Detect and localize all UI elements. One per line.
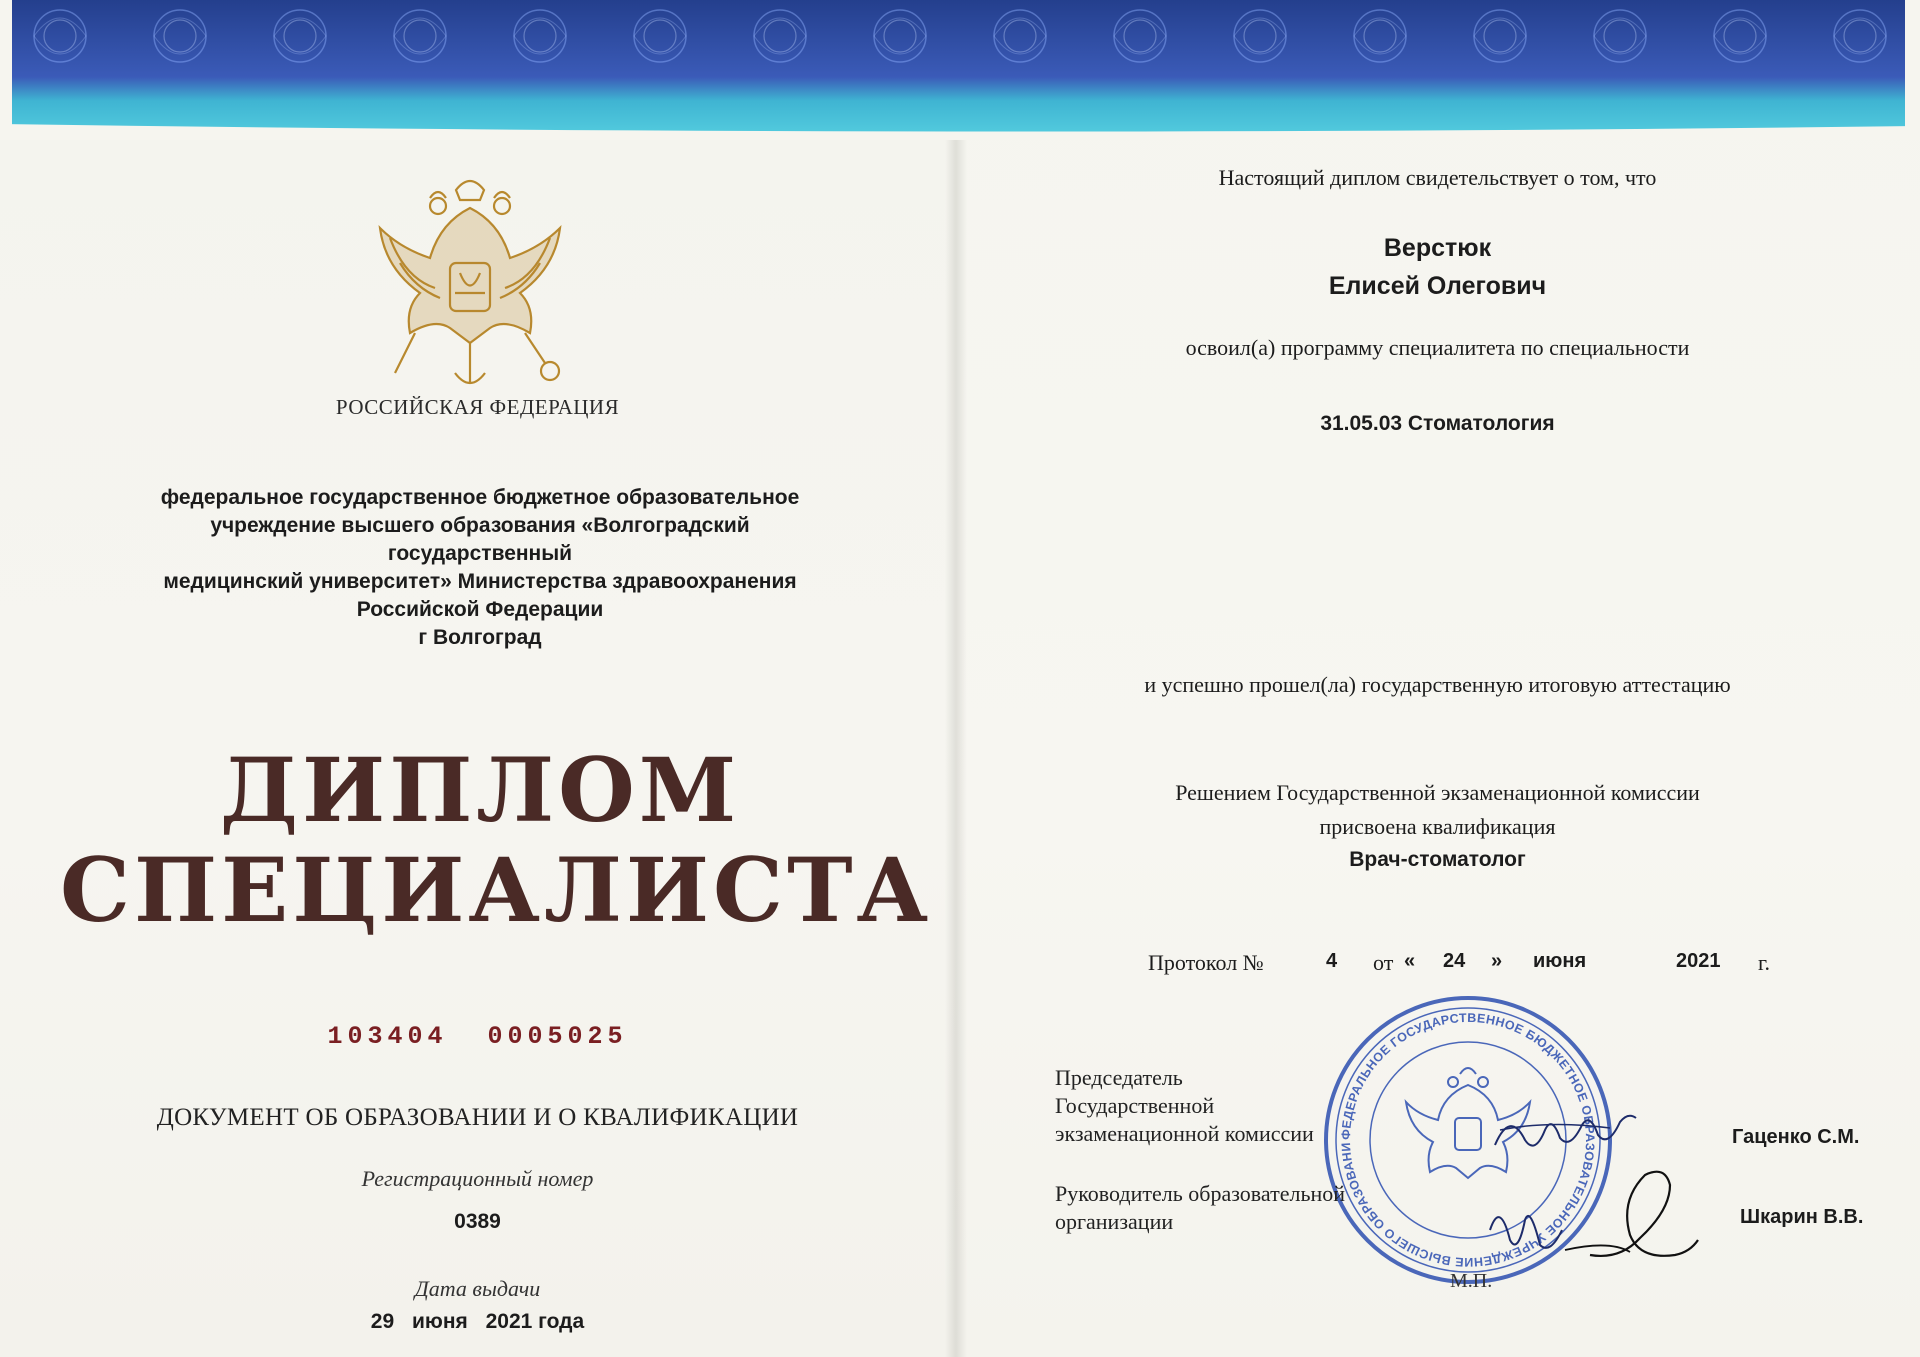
stamp-text: ФЕДЕРАЛЬНОЕ ГОСУДАРСТВЕННОЕ БЮДЖЕТНОЕ ОБРАЗОВАТЕЛЬНОЕ УЧРЕЖДЕНИЕ ВЫСШЕГО ОБРАЗОВАНИ <box>1338 1010 1598 1270</box>
head-label-line: организации <box>1055 1209 1174 1234</box>
issue-month: июня <box>411 1310 468 1333</box>
protocol-quote-close: » <box>1491 950 1503 972</box>
protocol-month: июня <box>1533 950 1587 972</box>
coat-of-arms-emblem <box>360 168 580 398</box>
registration-label: Регистрационный номер <box>361 1166 594 1191</box>
graduate-surname: Верстюк <box>1383 234 1492 262</box>
institution-line: медицинский университет» Министерства здравоохранения <box>163 570 797 593</box>
commission-decision: Решением Государственной экзаменационной комиссии <box>1175 780 1700 805</box>
qualification-awarded-text: присвоена квалификация <box>1319 814 1556 839</box>
head-signature <box>1470 1160 1720 1270</box>
attestation-text: и успешно прошел(ла) государственную итоговую аттестацию <box>1144 672 1731 697</box>
protocol-number: 4 <box>1326 950 1338 972</box>
diploma-title <box>60 738 933 942</box>
institution-line: г Волгоград <box>418 626 542 649</box>
chair-label-line: Председатель <box>1055 1065 1183 1090</box>
serial-number: 103404 0005025 <box>327 1022 628 1051</box>
issue-day: 29 <box>370 1310 395 1333</box>
protocol-day: 24 <box>1443 950 1466 972</box>
seal-place-label: М.П. <box>1450 1270 1493 1292</box>
protocol-label: Протокол № <box>1148 950 1264 975</box>
diploma-title-line1: ДИПЛОМ <box>219 738 741 842</box>
protocol-year-suffix: г. <box>1758 950 1771 975</box>
issue-year: 2021 года <box>485 1310 585 1333</box>
head-name: Шкарин В.В. <box>1740 1206 1864 1228</box>
head-label <box>1055 1180 1385 1236</box>
head-label-line: Руководитель образовательной <box>1055 1181 1346 1206</box>
mastered-program-text: освоил(а) программу специалитета по специальности <box>1185 335 1690 360</box>
chair-label <box>1055 1064 1385 1148</box>
institution-line: Российской Федерации <box>356 598 604 621</box>
document-type: ДОКУМЕНТ ОБ ОБРАЗОВАНИИ И О КВАЛИФИКАЦИИ <box>156 1104 799 1131</box>
decorative-band <box>0 0 1920 140</box>
certify-text: Настоящий диплом свидетельствует о том, что <box>1218 165 1657 190</box>
chair-label-line: экзаменационной комиссии <box>1055 1121 1314 1146</box>
country-name: РОССИЙСКАЯ ФЕДЕРАЦИЯ <box>335 395 620 419</box>
graduate-given-names: Елисей Олегович <box>1328 272 1547 300</box>
diploma-title-line2: СПЕЦИАЛИСТА <box>60 838 933 942</box>
specialty: 31.05.03 Стоматология <box>1320 412 1555 435</box>
institution-name <box>140 484 820 652</box>
institution-line: учреждение высшего образования «Волгоградский государственный <box>210 514 750 565</box>
registration-number: 0389 <box>454 1210 501 1233</box>
protocol-year: 2021 <box>1676 950 1721 972</box>
protocol-from-label: от <box>1373 950 1394 975</box>
chair-label-line: Государственной <box>1055 1093 1215 1118</box>
institution-line: федеральное государственное бюджетное образовательное <box>160 486 800 509</box>
issue-date <box>0 1310 955 1334</box>
protocol-quote-open: « <box>1404 950 1416 972</box>
qualification: Врач-стоматолог <box>1349 848 1526 871</box>
chair-signature <box>1490 1100 1640 1160</box>
issue-date-label: Дата выдачи <box>414 1276 541 1301</box>
chair-name: Гаценко С.М. <box>1732 1126 1860 1148</box>
